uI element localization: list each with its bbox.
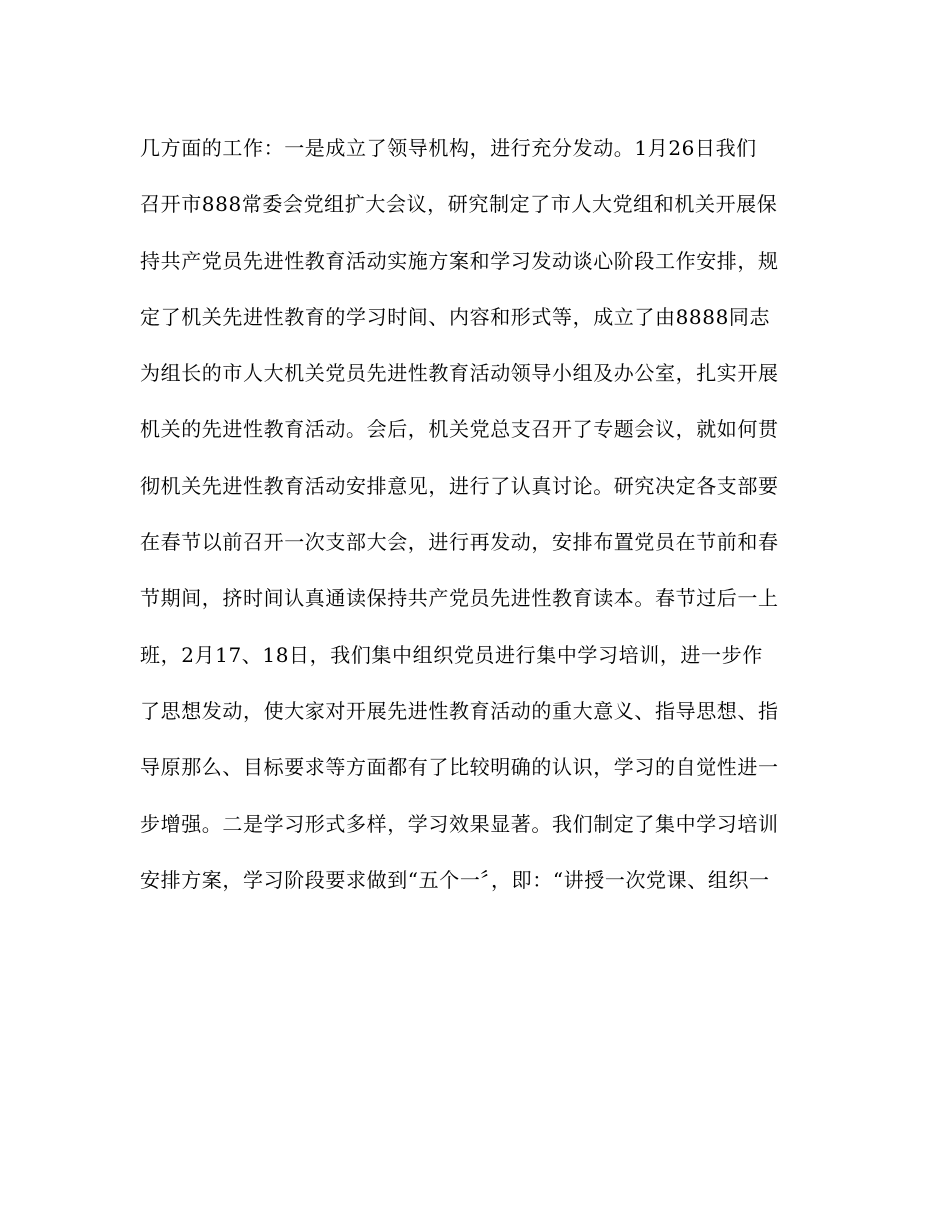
text-line-7: 彻机关先进性教育活动安排意见，进行了认真讨论。研究决定各支部要 xyxy=(140,473,779,498)
text-line-6: 机关的先进性教育活动。会后，机关党总支召开了专题会议，就如何贯 xyxy=(140,417,779,442)
text-line-10: 班，2月17、18日，我们集中组织党员进行集中学习培训，进一步作 xyxy=(140,642,763,667)
text-line-4: 定了机关先进性教育的学习时间、内容和形式等，成立了由8888同志 xyxy=(140,304,771,329)
text-line-11: 了思想发动，使大家对开展先进性教育活动的重大意义、指导思想、指 xyxy=(140,698,779,723)
text-line-2: 召开市888常委会党组扩大会议，研究制定了市人大党组和机关开展保 xyxy=(140,192,778,217)
text-line-5: 为组长的市人大机关党员先进性教育活动领导小组及办公室，扎实开展 xyxy=(140,361,779,386)
text-line-9: 节期间，挤时间认真通读保持共产党员先进性教育读本。春节过后一上 xyxy=(140,586,779,611)
text-line-13: 步增强。二是学习形式多样，学习效果显著。我们制定了集中学习培训 xyxy=(140,811,779,836)
text-line-12: 导原那么、目标要求等方面都有了比较明确的认识，学习的自觉性进一 xyxy=(140,755,779,780)
body-text xyxy=(140,120,820,908)
text-line-14: 安排方案，学习阶段要求做到“五个一〞，即：“讲授一次党课、组织一 xyxy=(140,867,770,892)
text-line-3: 持共产党员先进性教育活动实施方案和学习发动谈心阶段工作安排，规 xyxy=(140,248,779,273)
text-line-8: 在春节以前召开一次支部大会，进行再发动，安排布置党员在节前和春 xyxy=(140,530,779,555)
text-line-1: 几方面的工作：一是成立了领导机构，进行充分发动。1月26日我们 xyxy=(140,136,757,160)
